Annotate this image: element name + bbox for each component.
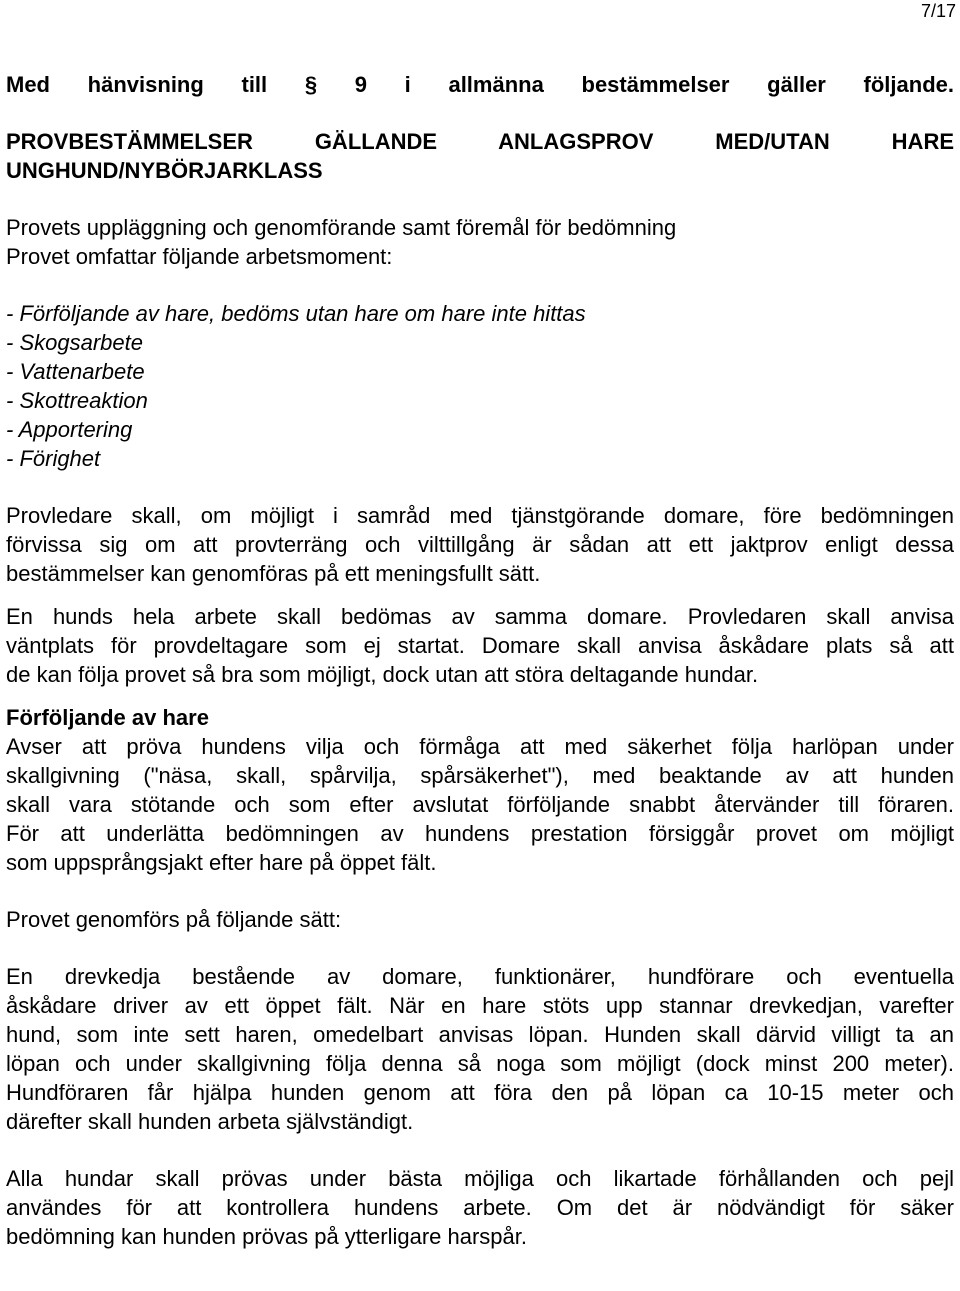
paragraph-line: En hunds hela arbete skall bedömas av samma domare. Provledaren skall anvisa xyxy=(6,604,954,629)
paragraph-line: Alla hundar skall prövas under bästa möjliga och likartade förhållanden och pejl xyxy=(6,1166,954,1191)
paragraph-provledare xyxy=(6,501,954,588)
paragraph-domare xyxy=(6,602,954,689)
document-body xyxy=(6,70,954,1251)
paragraph-line: En drevkedja bestående av domare, funktionärer, hundförare och eventuella xyxy=(6,964,954,989)
paragraph-line: som uppsprångsjakt efter hare på öppet fält. xyxy=(6,850,437,875)
paragraph-line: de kan följa provet så bra som möjligt, dock utan att störa deltagande hundar. xyxy=(6,662,759,687)
paragraph-line: förvissa sig om att provterräng och vilttillgång är sådan att ett jaktprov enligt dessa xyxy=(6,532,954,557)
page-number: 7/17 xyxy=(920,1,956,21)
paragraph-line: därefter skall hunden arbeta självständigt. xyxy=(6,1109,414,1134)
paragraph-line: skallgivning ("näsa, skall, spårvilja, spårsäkerhet"), med beaktande av att hunden xyxy=(6,763,954,788)
subheading-line-2: Provet omfattar följande arbetsmoment: xyxy=(6,244,393,269)
list-item: - Skottreaktion xyxy=(6,388,148,413)
paragraph-line: bedömning kan hunden prövas på ytterligare harspår. xyxy=(6,1224,528,1249)
paragraph-line: Avser att pröva hundens vilja och förmåga att med säkerhet följa harlöpan under xyxy=(6,734,954,759)
paragraph-line: löpan och under skallgivning följa denna så noga som möjligt (dock minst 200 meter). xyxy=(6,1051,954,1076)
procedure-subheading xyxy=(6,213,954,271)
moments-list xyxy=(6,299,954,473)
paragraph-line: åskådare driver av ett öppet fält. När en hare stöts upp stannar drevkedjan, varefter xyxy=(6,993,954,1018)
list-item: - Förighet xyxy=(6,446,101,471)
heading-line-2: UNGHUND/NYBÖRJARKLASS xyxy=(6,158,323,183)
paragraph-line: För att underlätta bedömningen av hundens prestation försiggår provet om möjligt xyxy=(6,821,954,846)
paragraph-forfoljande xyxy=(6,732,954,877)
intro-text: Med hänvisning till § 9 i allmänna bestämmelser gäller följande. xyxy=(6,72,954,97)
subheading-line-1: Provets uppläggning och genomförande samt föremål för bedömning xyxy=(6,215,677,240)
list-item: - Skogsarbete xyxy=(6,330,143,355)
paragraph-alla-hundar xyxy=(6,1164,954,1251)
list-item: - Vattenarbete xyxy=(6,359,145,384)
list-item: - Förföljande av hare, bedöms utan hare om hare inte hittas xyxy=(6,301,586,326)
section-title: Förföljande av hare xyxy=(6,705,209,730)
paragraph-line: hund, som inte sett haren, omedelbart anvisas löpan. Hunden skall därvid villigt ta an xyxy=(6,1022,954,1047)
list-item: - Apportering xyxy=(6,417,133,442)
paragraph-line: användes för att kontrollera hundens arbete. Om det är nödvändigt för säker xyxy=(6,1195,954,1220)
document-heading xyxy=(6,127,954,185)
heading-line-1: PROVBESTÄMMELSER GÄLLANDE ANLAGSPROV MED/UTAN HARE xyxy=(6,129,954,154)
paragraph-line: Provledare skall, om möjligt i samråd med tjänstgörande domare, före bedömningen xyxy=(6,503,954,528)
paragraph-line: bestämmelser kan genomföras på ett meningsfullt sätt. xyxy=(6,561,541,586)
paragraph-genomfors: Provet genomförs på följande sätt: xyxy=(6,907,342,932)
paragraph-line: Hundföraren får hjälpa hunden genom att föra den på löpan ca 10-15 meter och xyxy=(6,1080,954,1105)
paragraph-line: skall vara stötande och som efter avslutat förföljande snabbt återvänder till föraren. xyxy=(6,792,954,817)
paragraph-line: väntplats för provdeltagare som ej startat. Domare skall anvisa åskådare plats så att xyxy=(6,633,954,658)
paragraph-drevkedja xyxy=(6,962,954,1136)
